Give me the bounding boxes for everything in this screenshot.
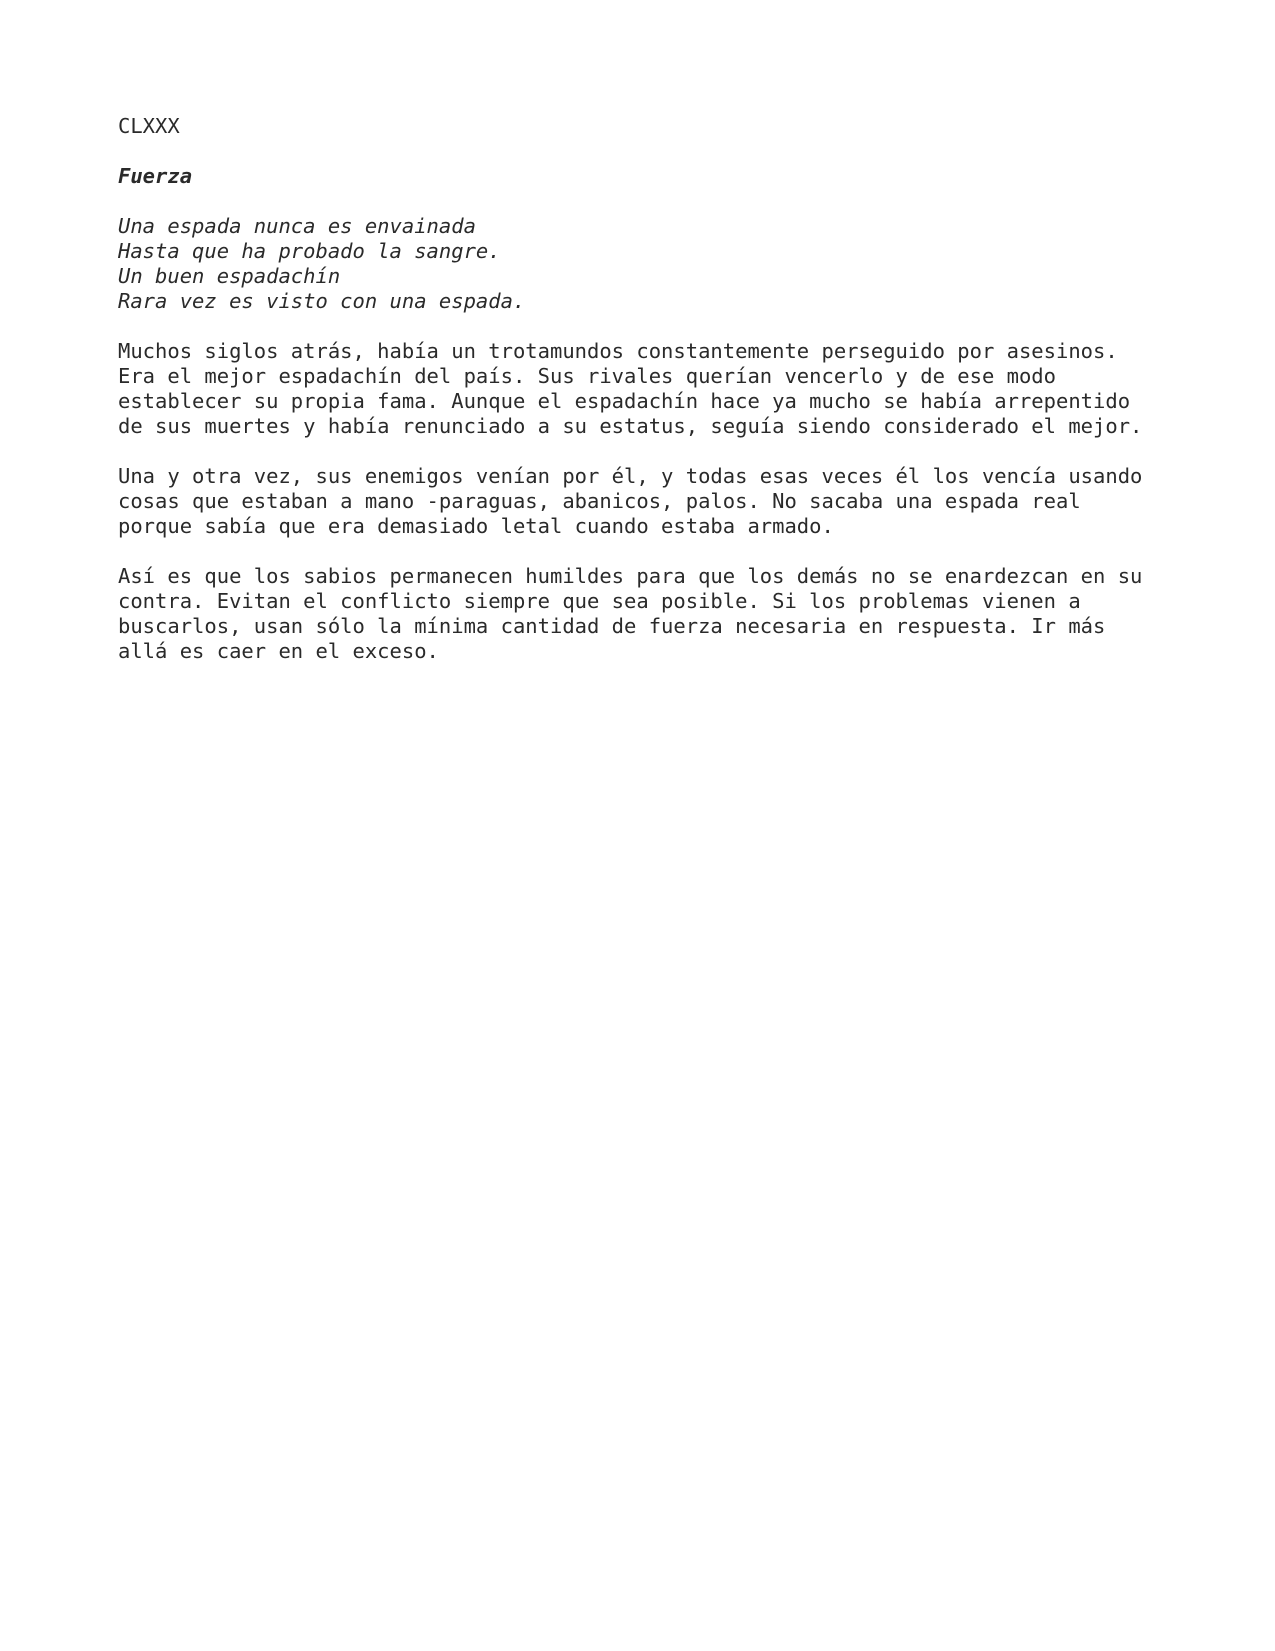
paragraph-line: allá es caer en el exceso. bbox=[118, 639, 439, 663]
poem-line: Hasta que ha probado la sangre. bbox=[118, 239, 501, 263]
paragraph-line: porque sabía que era demasiado letal cuando estaba armado. bbox=[118, 514, 834, 538]
paragraph-line: Muchos siglos atrás, había un trotamundos constantemente perseguido por asesinos. bbox=[118, 339, 1118, 363]
poem-line: Una espada nunca es envainada bbox=[118, 214, 476, 238]
chapter-number-text: CLXXX bbox=[118, 114, 180, 138]
paragraph-line: establecer su propia fama. Aunque el espadachín hace ya mucho se había arrepentido bbox=[118, 389, 1131, 413]
document-page bbox=[118, 114, 1198, 689]
paragraph-3 bbox=[118, 564, 1198, 664]
chapter-title-text: Fuerza bbox=[118, 164, 193, 188]
paragraph-line: Una y otra vez, sus enemigos venían por él, y todas esas veces él los vencía usando bbox=[118, 464, 1143, 488]
paragraph-line: de sus muertes y había renunciado a su estatus, seguía siendo considerado el mejor. bbox=[118, 414, 1143, 438]
poem-line: Un buen espadachín bbox=[118, 264, 341, 288]
chapter-number bbox=[118, 114, 1198, 139]
paragraph-line: Así es que los sabios permanecen humildes para que los demás no se enardezcan en su bbox=[118, 564, 1143, 588]
poem bbox=[118, 214, 1198, 314]
poem-line: Rara vez es visto con una espada. bbox=[118, 289, 526, 313]
paragraph-line: buscarlos, usan sólo la mínima cantidad de fuerza necesaria en respuesta. Ir más bbox=[118, 614, 1106, 638]
paragraph-1 bbox=[118, 339, 1198, 439]
paragraph-line: Era el mejor espadachín del país. Sus rivales querían vencerlo y de ese modo bbox=[118, 364, 1056, 388]
paragraph-line: contra. Evitan el conflicto siempre que sea posible. Si los problemas vienen a bbox=[118, 589, 1081, 613]
paragraph-line: cosas que estaban a mano -paraguas, abanicos, palos. No sacaba una espada real bbox=[118, 489, 1081, 513]
paragraph-2 bbox=[118, 464, 1198, 539]
chapter-title bbox=[118, 164, 1198, 189]
